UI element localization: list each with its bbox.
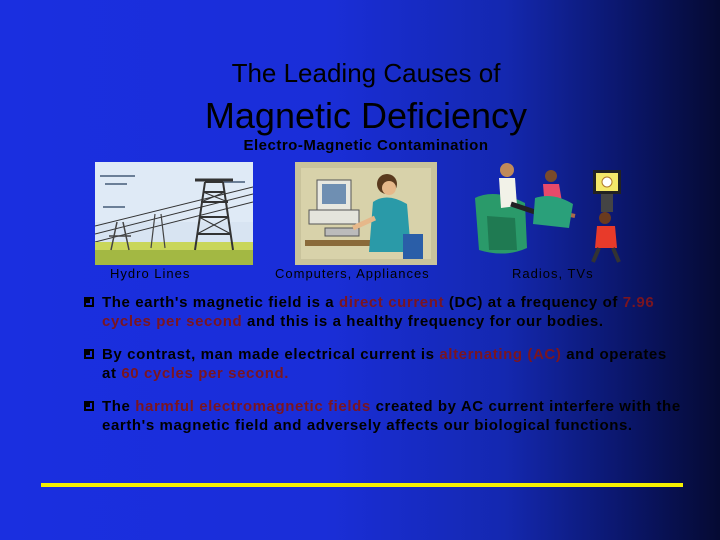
bullet-item [86, 345, 686, 383]
bullet-text: and this is a healthy frequency for our bodies. [242, 313, 604, 330]
hydro-lines-illustration [95, 162, 253, 265]
bullet-marker-icon [84, 401, 94, 411]
bullet-text: The earth's magnetic field is a [102, 294, 339, 311]
bullet-text: and operates at [102, 346, 667, 382]
title-line-1: The Leading Causes of [231, 58, 501, 88]
bullet-text: created by AC current interfere with the earth's magnetic field and adversely affects our biological functions. [102, 398, 681, 434]
caption-radios-tvs: Radios, TVs [512, 266, 594, 281]
bullet-item [86, 293, 686, 331]
highlighted-text: direct current [339, 294, 445, 311]
caption-hydro-lines: Hydro Lines [110, 266, 191, 281]
bullet-item [86, 397, 686, 435]
caption-computers-appliances: Computers, Appliances [275, 266, 430, 281]
bullet-text: By contrast, man made electrical current is [102, 346, 440, 363]
highlighted-text: harmful electromagnetic fields [135, 398, 371, 415]
computer-user-illustration [295, 162, 437, 265]
bullet-text: The [102, 398, 136, 415]
divider-rule [41, 483, 683, 487]
bullet-list [86, 293, 686, 449]
highlighted-text: 7.96 cycles per second [102, 294, 655, 330]
highlighted-text: alternating (AC) [439, 346, 562, 363]
title-line-2: Magnetic Deficiency [204, 95, 528, 136]
bullet-text: (DC) at a frequency of [444, 294, 623, 311]
highlighted-text: 60 cycles per second. [121, 365, 290, 382]
bullet-marker-icon [84, 349, 94, 359]
family-watching-tv-illustration [465, 158, 635, 266]
bullet-marker-icon [84, 297, 94, 307]
subtitle: Electro-Magnetic Contamination [243, 137, 489, 154]
